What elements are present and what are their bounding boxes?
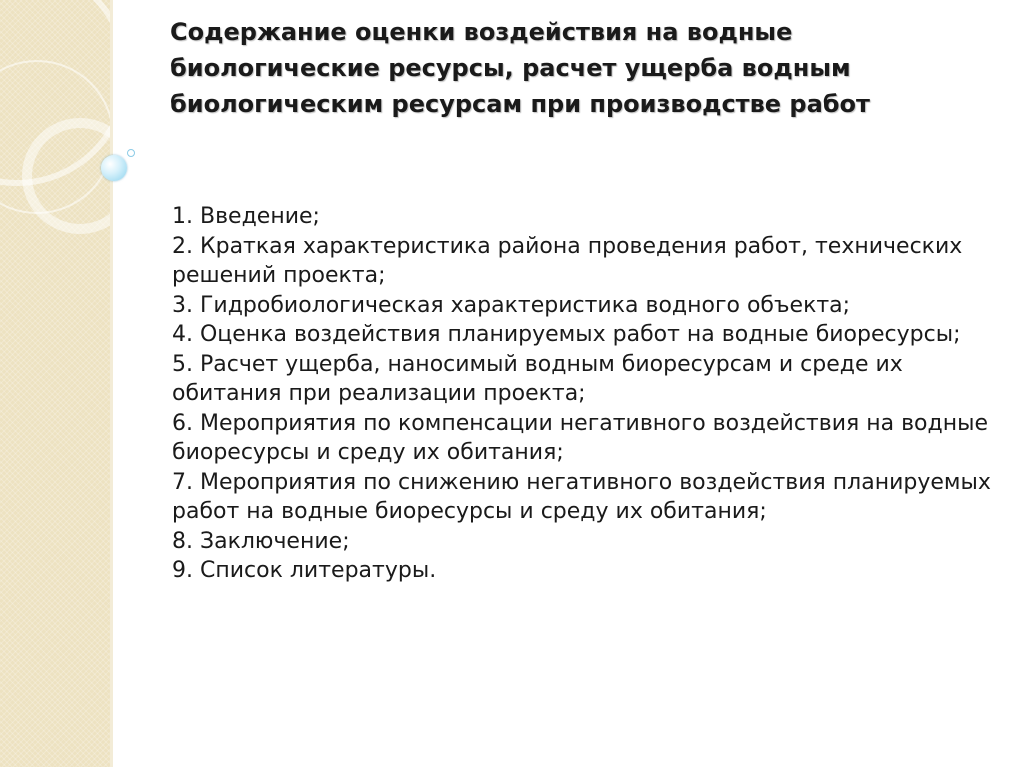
list-item: 3. Гидробиологическая характеристика водного объекта; (172, 292, 851, 318)
contents-list (172, 202, 1002, 586)
list-item: 5. Расчет ущерба, наносимый водным биоресурсам и среде их обитания при реализации проекта; (172, 351, 903, 406)
decorative-bubble (101, 155, 127, 181)
list-item: 6. Мероприятия по компенсации негативного воздействия на водные биоресурсы и среду их обитания; (172, 410, 989, 465)
panel-edge-divider (110, 0, 113, 767)
list-item: 2. Краткая характеристика района проведения работ, технических решений проекта; (172, 233, 963, 288)
list-item: 1. Введение; (172, 204, 320, 229)
list-item: 4. Оценка воздействия планируемых работ на водные биоресурсы; (172, 322, 961, 347)
list-item: 9. Список литературы. (172, 558, 437, 583)
decorative-side-panel (0, 0, 110, 767)
list-item: 8. Заключение; (172, 528, 350, 554)
list-item: 7. Мероприятия по снижению негативного воздействия планируемых работ на водные биоресурсы и среду их обитания; (172, 469, 991, 524)
slide-title: Содержание оценки воздействия на водные биологические ресурсы, расчет ущерба водным биологическим ресурсам при производстве работ (170, 18, 870, 118)
decorative-small-bubble (127, 149, 135, 157)
